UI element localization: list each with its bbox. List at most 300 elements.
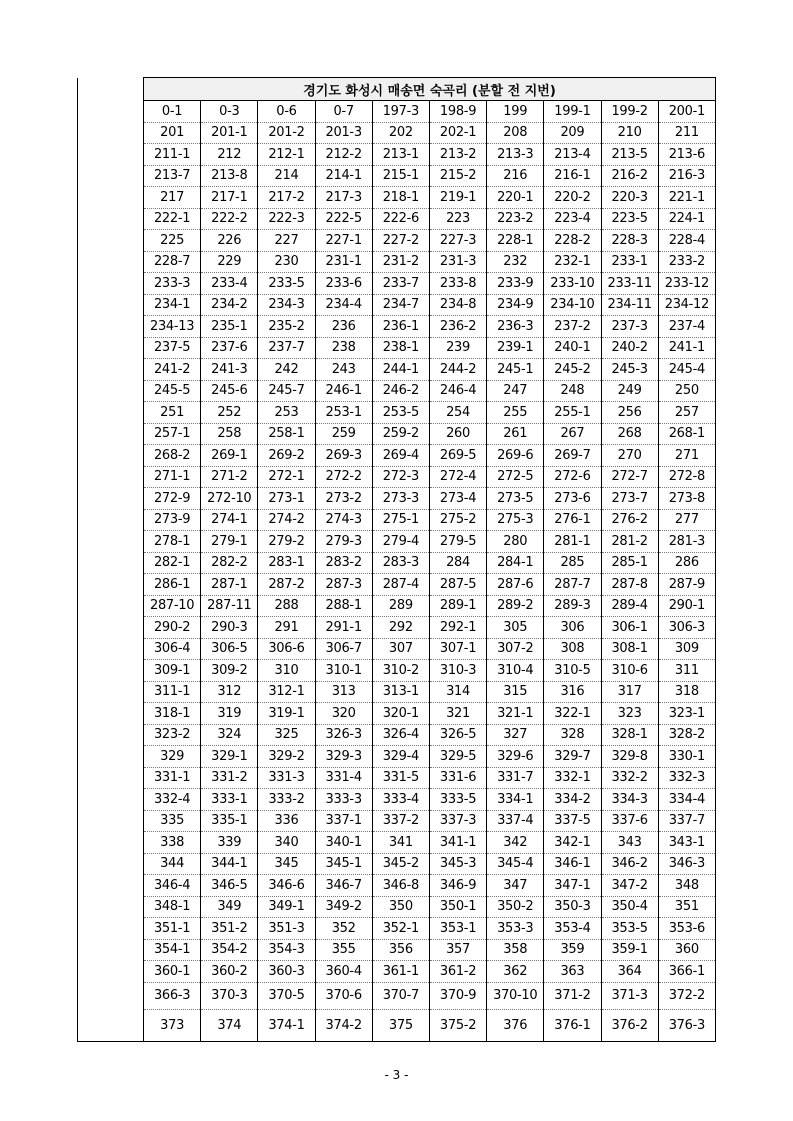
parcel-number-cell: 331-3 (258, 767, 315, 789)
table-row (78, 681, 716, 703)
parcel-number-cell: 347 (487, 875, 544, 897)
parcel-number-cell: 306-5 (201, 638, 258, 660)
parcel-number-cell: 272-4 (429, 466, 486, 488)
parcel-number-cell: 287-7 (544, 574, 601, 596)
table-row (78, 488, 716, 510)
parcel-number-cell: 337-4 (487, 810, 544, 832)
parcel-number-cell: 268-1 (658, 423, 715, 445)
parcel-number-cell: 360-3 (258, 961, 315, 983)
parcel-number-cell: 360-4 (315, 961, 372, 983)
parcel-number-cell: 257-1 (144, 423, 201, 445)
table-row (78, 789, 716, 811)
parcel-number-cell: 211-1 (144, 144, 201, 166)
parcel-number-cell: 345-3 (429, 853, 486, 875)
parcel-number-cell: 246-4 (429, 380, 486, 402)
parcel-number-cell: 269-3 (315, 445, 372, 467)
parcel-number-cell: 213-4 (544, 144, 601, 166)
parcel-number-cell: 328-2 (658, 724, 715, 746)
parcel-number-cell: 268 (601, 423, 658, 445)
parcel-number-cell: 318 (658, 681, 715, 703)
parcel-number-cell: 233-8 (429, 273, 486, 295)
parcel-number-cell: 329-3 (315, 746, 372, 768)
parcel-number-cell: 239-1 (487, 337, 544, 359)
parcel-number-cell: 233-12 (658, 273, 715, 295)
parcel-number-cell: 375-2 (429, 1009, 486, 1041)
parcel-number-cell: 214-1 (315, 165, 372, 187)
parcel-number-cell: 321-1 (487, 703, 544, 725)
parcel-number-cell: 305 (487, 617, 544, 639)
parcel-number-cell: 306-3 (658, 617, 715, 639)
parcel-number-cell: 329-6 (487, 746, 544, 768)
parcel-number-cell: 306-4 (144, 638, 201, 660)
parcel-number-cell: 344-1 (201, 853, 258, 875)
parcel-number-cell: 247 (487, 380, 544, 402)
parcel-number-cell: 199 (487, 101, 544, 123)
table-row (78, 767, 716, 789)
parcel-number-cell: 288-1 (315, 595, 372, 617)
parcel-number-cell: 235-2 (258, 316, 315, 338)
parcel-number-cell: 318-1 (144, 703, 201, 725)
parcel-number-cell: 352 (315, 918, 372, 940)
parcel-number-cell: 256 (601, 402, 658, 424)
parcel-number-cell: 316 (544, 681, 601, 703)
parcel-number-cell: 284 (429, 552, 486, 574)
parcel-number-cell: 217-3 (315, 187, 372, 209)
table-title: 경기도 화성시 매송면 숙곡리 (분할 전 지번) (144, 78, 716, 101)
parcel-number-cell: 317 (601, 681, 658, 703)
parcel-number-cell: 217 (144, 187, 201, 209)
parcel-number-cell: 231-1 (315, 251, 372, 273)
parcel-number-cell: 310-6 (601, 660, 658, 682)
parcel-number-cell: 370-9 (429, 982, 486, 1009)
parcel-number-cell: 197-3 (372, 101, 429, 123)
parcel-number-cell: 370-5 (258, 982, 315, 1009)
parcel-number-cell: 371-3 (601, 982, 658, 1009)
parcel-number-cell: 341 (372, 832, 429, 854)
parcel-number-cell: 286 (658, 552, 715, 574)
parcel-number-cell: 216-3 (658, 165, 715, 187)
parcel-number-cell: 354-1 (144, 939, 201, 961)
parcel-number-cell: 211 (658, 122, 715, 144)
parcel-number-cell: 329-7 (544, 746, 601, 768)
parcel-number-cell: 245-6 (201, 380, 258, 402)
parcel-number-cell: 352-1 (372, 918, 429, 940)
parcel-number-cell: 376-2 (601, 1009, 658, 1041)
parcel-number-cell: 339 (201, 832, 258, 854)
parcel-number-cell: 360 (658, 939, 715, 961)
parcel-number-cell: 237-3 (601, 316, 658, 338)
parcel-number-cell: 289-3 (544, 595, 601, 617)
parcel-number-cell: 333-5 (429, 789, 486, 811)
table-row (78, 294, 716, 316)
table-row (78, 165, 716, 187)
parcel-number-cell: 269-7 (544, 445, 601, 467)
parcel-number-cell: 366-3 (144, 982, 201, 1009)
parcel-number-cell: 220-2 (544, 187, 601, 209)
parcel-number-cell: 351-1 (144, 918, 201, 940)
parcel-number-cell: 199-2 (601, 101, 658, 123)
parcel-number-cell: 237-5 (144, 337, 201, 359)
parcel-number-cell: 324 (201, 724, 258, 746)
parcel-number-cell: 279-5 (429, 531, 486, 553)
parcel-number-cell: 330-1 (658, 746, 715, 768)
parcel-number-cell: 261 (487, 423, 544, 445)
parcel-number-cell: 234-7 (372, 294, 429, 316)
parcel-number-cell: 234-1 (144, 294, 201, 316)
parcel-number-cell: 239 (429, 337, 486, 359)
parcel-number-cell: 208 (487, 122, 544, 144)
parcel-number-cell: 231-3 (429, 251, 486, 273)
table-row (78, 939, 716, 961)
table-row (78, 509, 716, 531)
parcel-number-cell: 233-4 (201, 273, 258, 295)
table-row (78, 466, 716, 488)
parcel-number-cell: 274-2 (258, 509, 315, 531)
parcel-number-cell: 376 (487, 1009, 544, 1041)
parcel-number-cell: 210 (601, 122, 658, 144)
parcel-number-cell: 272-1 (258, 466, 315, 488)
parcel-number-cell: 233-3 (144, 273, 201, 295)
table-row (78, 918, 716, 940)
parcel-number-cell: 337-2 (372, 810, 429, 832)
parcel-number-cell: 279-3 (315, 531, 372, 553)
parcel-number-cell: 337-7 (658, 810, 715, 832)
parcel-number-cell: 331-1 (144, 767, 201, 789)
parcel-number-cell: 271 (658, 445, 715, 467)
parcel-number-cell: 198-9 (429, 101, 486, 123)
parcel-number-cell: 233-1 (601, 251, 658, 273)
parcel-number-cell: 237-2 (544, 316, 601, 338)
parcel-number-cell: 351-2 (201, 918, 258, 940)
parcel-number-cell: 241-2 (144, 359, 201, 381)
parcel-number-cell: 240-1 (544, 337, 601, 359)
table-row (78, 208, 716, 230)
parcel-number-cell: 335-1 (201, 810, 258, 832)
parcel-number-cell: 0-3 (201, 101, 258, 123)
parcel-number-cell: 371-2 (544, 982, 601, 1009)
parcel-number-cell: 374 (201, 1009, 258, 1041)
table-row (78, 832, 716, 854)
parcel-number-cell: 353-4 (544, 918, 601, 940)
parcel-number-cell: 353-6 (658, 918, 715, 940)
parcel-number-cell: 331-5 (372, 767, 429, 789)
parcel-number-cell: 348 (658, 875, 715, 897)
parcel-number-cell: 325 (258, 724, 315, 746)
left-side-column (78, 78, 144, 1042)
table-row (78, 251, 716, 273)
parcel-number-cell: 222-6 (372, 208, 429, 230)
parcel-number-cell: 331-7 (487, 767, 544, 789)
parcel-number-cell: 331-2 (201, 767, 258, 789)
parcel-number-cell: 255-1 (544, 402, 601, 424)
parcel-number-cell: 201-3 (315, 122, 372, 144)
table-row (78, 896, 716, 918)
parcel-number-cell: 278-1 (144, 531, 201, 553)
parcel-number-cell: 199-1 (544, 101, 601, 123)
parcel-number-cell: 289-4 (601, 595, 658, 617)
table-row (78, 316, 716, 338)
parcel-number-cell: 334-4 (658, 789, 715, 811)
parcel-number-cell: 340 (258, 832, 315, 854)
table-row (78, 810, 716, 832)
parcel-number-cell: 333-4 (372, 789, 429, 811)
parcel-number-cell: 320 (315, 703, 372, 725)
parcel-number-cell: 287-1 (201, 574, 258, 596)
parcel-number-cell: 272-3 (372, 466, 429, 488)
parcel-number-cell: 282-1 (144, 552, 201, 574)
parcel-number-cell: 347-1 (544, 875, 601, 897)
parcel-number-cell: 216 (487, 165, 544, 187)
table-row (78, 144, 716, 166)
parcel-number-cell: 286-1 (144, 574, 201, 596)
parcel-number-cell: 216-1 (544, 165, 601, 187)
parcel-number-cell: 329-4 (372, 746, 429, 768)
parcel-number-cell: 329-8 (601, 746, 658, 768)
parcel-number-cell: 201-1 (201, 122, 258, 144)
table-row (78, 273, 716, 295)
parcel-number-cell: 223-4 (544, 208, 601, 230)
parcel-number-cell: 238 (315, 337, 372, 359)
parcel-number-cell: 310-1 (315, 660, 372, 682)
parcel-number-cell: 283-2 (315, 552, 372, 574)
parcel-number-cell: 327 (487, 724, 544, 746)
parcel-number-cell: 233-10 (544, 273, 601, 295)
parcel-number-cell: 351-3 (258, 918, 315, 940)
parcel-number-cell: 287-5 (429, 574, 486, 596)
table-row (78, 853, 716, 875)
parcel-number-cell: 310-5 (544, 660, 601, 682)
parcel-number-cell: 222-3 (258, 208, 315, 230)
parcel-number-cell: 342-1 (544, 832, 601, 854)
parcel-number-cell: 309-2 (201, 660, 258, 682)
parcel-number-cell: 234-9 (487, 294, 544, 316)
parcel-number-cell: 272-10 (201, 488, 258, 510)
parcel-number-cell: 258-1 (258, 423, 315, 445)
parcel-number-cell: 234-11 (601, 294, 658, 316)
parcel-number-cell: 216-2 (601, 165, 658, 187)
parcel-number-cell: 354-2 (201, 939, 258, 961)
parcel-number-cell: 290-3 (201, 617, 258, 639)
parcel-number-cell: 220-3 (601, 187, 658, 209)
parcel-number-cell: 292-1 (429, 617, 486, 639)
parcel-number-cell: 233-6 (315, 273, 372, 295)
parcel-number-cell: 334-2 (544, 789, 601, 811)
parcel-number-cell: 227-2 (372, 230, 429, 252)
parcel-number-cell: 277 (658, 509, 715, 531)
parcel-number-cell: 222-5 (315, 208, 372, 230)
parcel-number-cell: 376-3 (658, 1009, 715, 1041)
parcel-number-cell: 359-1 (601, 939, 658, 961)
table-row (78, 423, 716, 445)
parcel-number-cell: 268-2 (144, 445, 201, 467)
parcel-number-cell: 272-2 (315, 466, 372, 488)
table-row (78, 230, 716, 252)
parcel-number-cell: 357 (429, 939, 486, 961)
table-row (78, 552, 716, 574)
parcel-number-cell: 287-11 (201, 595, 258, 617)
parcel-number-cell: 228-1 (487, 230, 544, 252)
parcel-number-cell: 214 (258, 165, 315, 187)
table-row (78, 101, 716, 123)
parcel-number-cell: 241-1 (658, 337, 715, 359)
parcel-number-cell: 287-2 (258, 574, 315, 596)
parcel-number-cell: 233-11 (601, 273, 658, 295)
parcel-number-cell: 323-1 (658, 703, 715, 725)
parcel-number-cell: 281-3 (658, 531, 715, 553)
parcel-number-cell: 284-1 (487, 552, 544, 574)
parcel-number-cell: 314 (429, 681, 486, 703)
parcel-number-cell: 232 (487, 251, 544, 273)
parcel-number-cell: 349-1 (258, 896, 315, 918)
parcel-number-cell: 231-2 (372, 251, 429, 273)
parcel-number-cell: 308 (544, 638, 601, 660)
parcel-number-cell: 227 (258, 230, 315, 252)
parcel-number-cell: 332-1 (544, 767, 601, 789)
parcel-number-cell: 273-1 (258, 488, 315, 510)
parcel-number-cell: 245-1 (487, 359, 544, 381)
parcel-number-cell: 280 (487, 531, 544, 553)
parcel-number-cell: 213-5 (601, 144, 658, 166)
parcel-number-cell: 322-1 (544, 703, 601, 725)
parcel-number-cell: 351 (658, 896, 715, 918)
parcel-number-cell: 236-3 (487, 316, 544, 338)
parcel-number-cell: 245-7 (258, 380, 315, 402)
parcel-number-cell: 311 (658, 660, 715, 682)
parcel-number-cell: 282-2 (201, 552, 258, 574)
parcel-number-cell: 289-1 (429, 595, 486, 617)
parcel-number-cell: 346-1 (544, 853, 601, 875)
parcel-number-cell: 267 (544, 423, 601, 445)
parcel-number-cell: 332-2 (601, 767, 658, 789)
parcel-number-cell: 374-1 (258, 1009, 315, 1041)
parcel-number-cell: 370-3 (201, 982, 258, 1009)
parcel-number-cell: 376-1 (544, 1009, 601, 1041)
parcel-number-cell: 338 (144, 832, 201, 854)
parcel-number-cell: 234-8 (429, 294, 486, 316)
parcel-number-cell: 329-1 (201, 746, 258, 768)
parcel-number-cell: 226 (201, 230, 258, 252)
parcel-number-cell: 273-6 (544, 488, 601, 510)
parcel-number-cell: 350-1 (429, 896, 486, 918)
parcel-number-cell: 228-2 (544, 230, 601, 252)
parcel-number-cell: 328 (544, 724, 601, 746)
parcel-number-cell: 217-1 (201, 187, 258, 209)
parcel-number-cell: 228-4 (658, 230, 715, 252)
parcel-number-cell: 273-4 (429, 488, 486, 510)
parcel-number-cell: 234-10 (544, 294, 601, 316)
parcel-number-cell: 269-5 (429, 445, 486, 467)
parcel-number-cell: 220-1 (487, 187, 544, 209)
parcel-number-cell: 230 (258, 251, 315, 273)
parcel-number-cell: 269-2 (258, 445, 315, 467)
parcel-number-cell: 272-9 (144, 488, 201, 510)
parcel-number-cell: 344 (144, 853, 201, 875)
parcel-number-cell: 260 (429, 423, 486, 445)
parcel-number-cell: 328-1 (601, 724, 658, 746)
parcel-number-cell: 333-2 (258, 789, 315, 811)
parcel-number-cell: 333-3 (315, 789, 372, 811)
parcel-number-cell: 354-3 (258, 939, 315, 961)
parcel-number-cell: 273-8 (658, 488, 715, 510)
parcel-number-cell: 275-1 (372, 509, 429, 531)
parcel-number-cell: 273-2 (315, 488, 372, 510)
parcel-number-cell: 279-2 (258, 531, 315, 553)
parcel-number-cell: 349 (201, 896, 258, 918)
table-row (78, 595, 716, 617)
parcel-number-cell: 272-8 (658, 466, 715, 488)
parcel-number-cell: 366-1 (658, 961, 715, 983)
parcel-number-cell: 345-1 (315, 853, 372, 875)
parcel-number-cell: 274-1 (201, 509, 258, 531)
parcel-number-cell: 285 (544, 552, 601, 574)
parcel-number-cell: 337-5 (544, 810, 601, 832)
parcel-number-cell: 259-2 (372, 423, 429, 445)
parcel-number-cell: 0-7 (315, 101, 372, 123)
parcel-number-cell: 228-3 (601, 230, 658, 252)
parcel-number-cell: 274-3 (315, 509, 372, 531)
parcel-number-cell: 236-1 (372, 316, 429, 338)
parcel-number-cell: 0-1 (144, 101, 201, 123)
parcel-number-cell: 370-6 (315, 982, 372, 1009)
parcel-number-cell: 341-1 (429, 832, 486, 854)
table-row (78, 574, 716, 596)
parcel-number-cell: 287-3 (315, 574, 372, 596)
parcel-number-cell: 307 (372, 638, 429, 660)
parcel-number-cell: 273-5 (487, 488, 544, 510)
parcel-number-cell: 212-2 (315, 144, 372, 166)
parcel-number-cell: 340-1 (315, 832, 372, 854)
parcel-number-cell: 375 (372, 1009, 429, 1041)
parcel-number-cell: 329-5 (429, 746, 486, 768)
parcel-number-cell: 255 (487, 402, 544, 424)
parcel-number-cell: 241-3 (201, 359, 258, 381)
parcel-number-cell: 271-2 (201, 466, 258, 488)
parcel-number-cell: 332-3 (658, 767, 715, 789)
parcel-number-cell: 272-5 (487, 466, 544, 488)
parcel-number-cell: 212-1 (258, 144, 315, 166)
parcel-number-cell: 253 (258, 402, 315, 424)
table-row (78, 445, 716, 467)
parcel-number-cell: 345-2 (372, 853, 429, 875)
parcel-number-cell: 253-5 (372, 402, 429, 424)
parcel-number-cell: 360-2 (201, 961, 258, 983)
parcel-number-cell: 236 (315, 316, 372, 338)
parcel-number-cell: 245-5 (144, 380, 201, 402)
parcel-number-cell: 310-4 (487, 660, 544, 682)
table-row (78, 402, 716, 424)
parcel-number-cell: 337-1 (315, 810, 372, 832)
parcel-number-cell: 331-6 (429, 767, 486, 789)
parcel-number-cell: 287-6 (487, 574, 544, 596)
parcel-number-cell: 212 (201, 144, 258, 166)
parcel-number-cell: 290-1 (658, 595, 715, 617)
parcel-number-cell: 233-5 (258, 273, 315, 295)
parcel-number-cell: 337-3 (429, 810, 486, 832)
parcel-number-cell: 234-13 (144, 316, 201, 338)
parcel-number-cell: 238-1 (372, 337, 429, 359)
parcel-number-cell: 245-4 (658, 359, 715, 381)
parcel-number-cell: 213-2 (429, 144, 486, 166)
parcel-number-cell: 232-1 (544, 251, 601, 273)
parcel-number-cell: 213-7 (144, 165, 201, 187)
parcel-number-cell: 332-4 (144, 789, 201, 811)
parcel-number-cell: 276-1 (544, 509, 601, 531)
parcel-number-cell: 353-3 (487, 918, 544, 940)
parcel-number-cell: 312 (201, 681, 258, 703)
parcel-number-cell: 246-1 (315, 380, 372, 402)
parcel-number-cell: 358 (487, 939, 544, 961)
parcel-number-cell: 320-1 (372, 703, 429, 725)
